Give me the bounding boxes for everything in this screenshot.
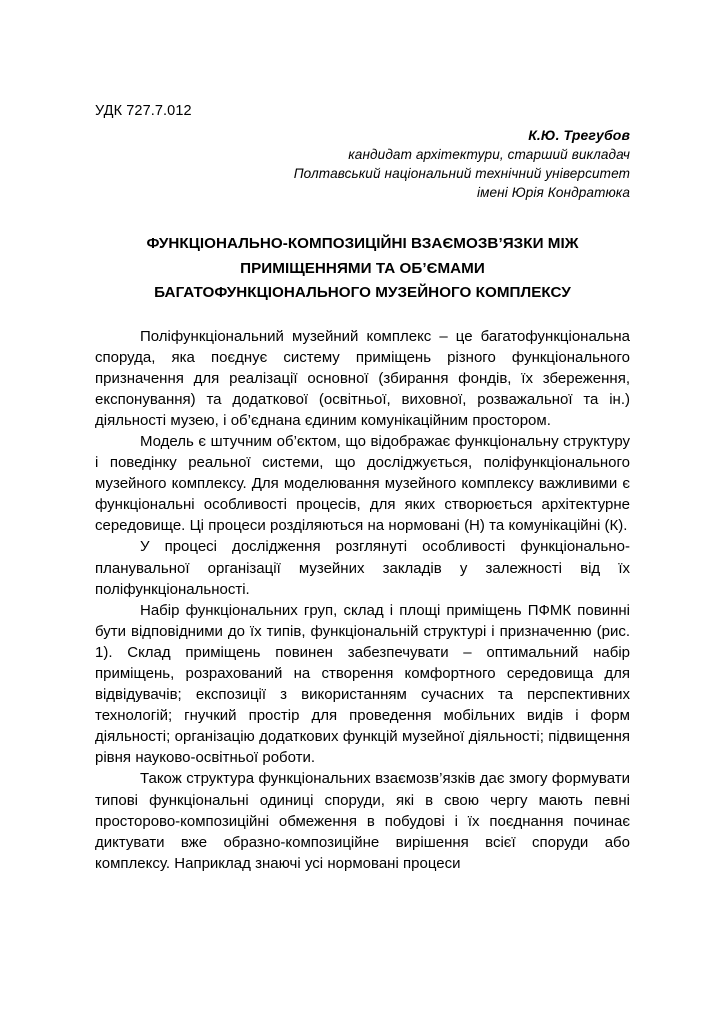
- author-position: кандидат архітектури, старший викладач: [348, 147, 630, 162]
- body-paragraph: Модель є штучним об’єктом, що відображає функціональну структуру і поведінку реальної системи, що досліджується, поліфункціонального музейного комплексу. Для моделювання музейного комплексу важливими є функціональні особливості процесів, для яких створюється архітектурне середовище. Ці процеси розділяються на нормовані (Н) та комунікаційні (К).: [95, 432, 630, 535]
- author-affiliation-line-2: імені Юрія Кондратюка: [476, 185, 630, 200]
- body-paragraph: Поліфункціональний музейний комплекс – це багатофункціональна споруда, яка поєднує систему приміщень різного функціонального призначення для реалізації основної (збирання фондів, їх збереження, експонування) та додаткової (освітньої, виховної, розважальної та ін.) діяльності музею, і об’єднана єдиним комунікаційним простором.: [95, 327, 630, 429]
- body-paragraph: Набір функціональних груп, склад і площі приміщень ПФМК повинні бути відповідними до їх типів, функціональній структурі і призначенню (рис. 1). Склад приміщень повинен забезпечувати – оптимальний набір приміщень, розрахований на створення комфортного середовища для відвідувачів; експозиції з використанням сучасних та перспективних технологій; гнучкий простір для проведення мобільних видів і форм діяльності; організацію додаткових функцій музейної діяльності; підвищення рівня науково-освітньої роботи.: [95, 601, 630, 767]
- body-text: [95, 326, 630, 874]
- body-paragraph: У процесі дослідження розглянуті особливості функціонально-планувальної організації музейних закладів у залежності від їх поліфункціональності.: [95, 538, 630, 598]
- title-line-1: ФУНКЦІОНАЛЬНО-КОМПОЗИЦІЙНІ ВЗАЄМОЗВ’ЯЗКИ МІЖ: [146, 235, 579, 252]
- page-content: [95, 0, 630, 874]
- body-paragraph: Також структура функціональних взаємозв’язків дає змогу формувати типові функціональні одиниці споруди, які в свою чергу мають певні просторово-композиційні обмеження в побудові і їх поєднання починає диктувати вже образно-композиційне вирішення всієї споруди або комплексу. Наприклад знаючі усі нормовані процеси: [95, 770, 630, 872]
- title-line-2: ПРИМІЩЕННЯМИ ТА ОБ’ЄМАМИ: [240, 259, 485, 277]
- title-line-3: БАГАТОФУНКЦІОНАЛЬНОГО МУЗЕЙНОГО КОМПЛЕКСУ: [154, 284, 571, 301]
- author-name: К.Ю. Трегубов: [528, 127, 630, 143]
- udc-code: УДК 727.7.012: [95, 103, 192, 119]
- author-block: [95, 126, 630, 202]
- page-title: [95, 232, 630, 306]
- author-affiliation-line-1: Полтавський національний технічний університет: [293, 166, 630, 181]
